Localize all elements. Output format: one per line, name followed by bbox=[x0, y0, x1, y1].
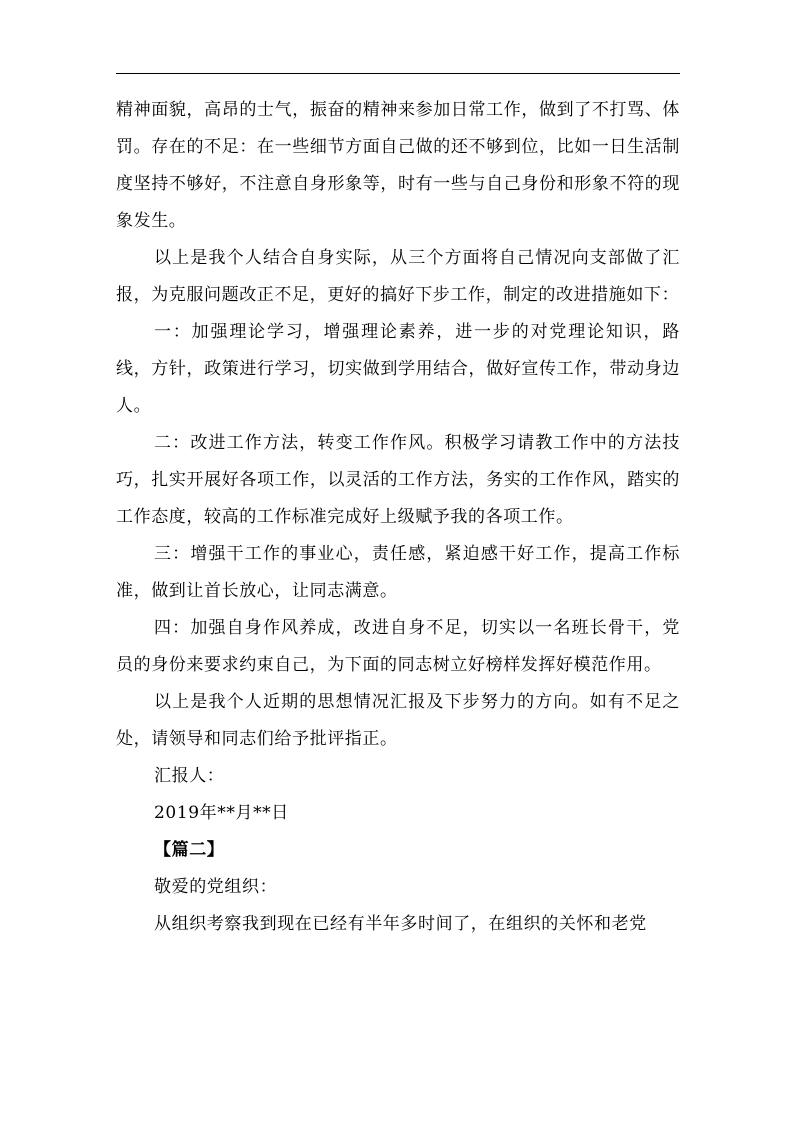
paragraph-closing: 以上是我个人近期的思想情况汇报及下步努力的方向。如有不足之处，请领导和同志们给予批评指正。 bbox=[116, 692, 680, 749]
salutation-line: 敬爱的党组织： bbox=[154, 877, 278, 897]
reporter-line: 汇报人： bbox=[154, 766, 225, 786]
date-line: 2019年**月**日 bbox=[154, 803, 289, 823]
paragraph-opening: 从组织考察我到现在已经有半年多时间了，在组织的关怀和老党 bbox=[154, 914, 647, 934]
paragraph-summary: 以上是我个人结合自身实际，从三个方面将自己情况向支部做了汇报，为克服问题改正不足，更好的搞好下步工作，制定的改进措施如下： bbox=[116, 248, 680, 305]
paragraph-measure-1: 一：加强理论学习，增强理论素养，进一步的对党理论知识，路线，方针，政策进行学习，切实做到学用结合，做好宣传工作，带动身边人。 bbox=[116, 322, 680, 416]
paragraph-measure-2: 二：改进工作方法，转变工作作风。积极学习请教工作中的方法技巧，扎实开展好各项工作，以灵活的工作方法，务实的工作作风，踏实的工作态度，较高的工作标准完成好上级赋予我的各项工作。 bbox=[116, 433, 680, 527]
paragraph-measure-4: 四：加强自身作风养成，改进自身不足，切实以一名班长骨干，党员的身份来要求约束自己，为下面的同志树立好榜样发挥好模范作用。 bbox=[116, 618, 680, 675]
document-body bbox=[116, 92, 680, 943]
paragraph-measure-3: 三：增强干工作的事业心，责任感，紧迫感干好工作，提高工作标准，做到让首长放心，让同志满意。 bbox=[116, 544, 680, 601]
section-heading: 【篇二】 bbox=[154, 840, 225, 860]
paragraph-continuation: 精神面貌，高昂的士气，振奋的精神来参加日常工作，做到了不打骂、体罚。存在的不足：在一些细节方面自己做的还不够到位，比如一日生活制度坚持不够好，不注意自身形象等，时有一些与自己身份和形象不符的现象发生。 bbox=[116, 100, 680, 231]
header-rule bbox=[116, 73, 680, 74]
